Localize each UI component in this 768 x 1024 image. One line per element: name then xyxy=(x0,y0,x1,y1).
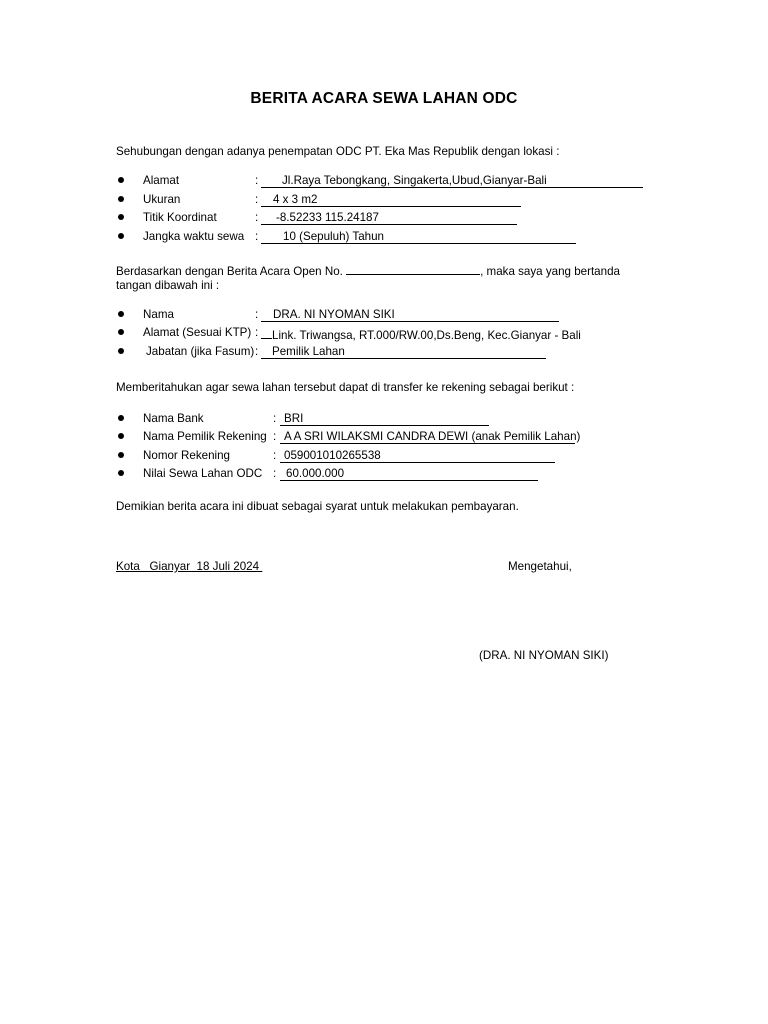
open-number-blank xyxy=(346,263,480,275)
basis-paragraph: Berdasarkan dengan Berita Acara Open No. , maka saya yang bertanda tangan dibawah ini : xyxy=(116,265,620,292)
field-value: Pemilik Lahan xyxy=(261,345,546,359)
bullet-icon xyxy=(118,452,124,458)
bullet-icon xyxy=(118,177,124,183)
field-label: Titik Koordinat xyxy=(143,211,217,224)
field-value: 4 x 3 m2 xyxy=(261,193,521,207)
bullet-icon xyxy=(118,214,124,220)
field-value: Jl.Raya Tebongkang, Singakerta,Ubud,Gianyar-Bali xyxy=(261,174,643,188)
bullet-icon xyxy=(118,196,124,202)
field-value: 059001010265538 xyxy=(280,449,555,463)
field-value: DRA. NI NYOMAN SIKI xyxy=(261,308,559,322)
field-label: Nilai Sewa Lahan ODC xyxy=(143,467,263,480)
field-label: Alamat (Sesuai KTP) xyxy=(143,326,252,339)
bullet-icon xyxy=(118,311,124,317)
document-page: BERITA ACARA SEWA LAHAN ODC Sehubungan dengan adanya penempatan ODC PT. Eka Mas Republik dengan lokasi : Alamat : Jl.Raya Tebongkang, Singakerta,Ubud,Gianyar-Bali Ukuran : 4 x 3 m2 Titik Koordinat : -8.52233 115.24187 Jangka waktu sewa : 10 (Sepuluh) Tahun Berdasarkan dengan Berita Acara Open No. , maka saya yang bertanda tangan dibawah ini : Nama : DRA. NI NYOMAN SIKI Alamat (Sesuai KTP) : Link. Triwangsa, RT.000/RW.00,Ds.Beng, Kec.Gianyar - Bali Jabatan (jika Fasum) : Pemilik Lahan Memberitahukan agar sewa lahan tersebut dapat di transfer ke rekening sebagai berikut : Nama Bank : BRI Nama Pemilik Rekening : A A SRI WILAKSMI CANDRA DEWI (anak Pemilik Lahan) Nomor Rekening : 059001010265538 Nilai Sewa Lahan ODC : 60.000.000 Demikian berita acara ini dibuat sebagai syarat untuk melakukan pembayaran. Kota Gianyar 18 Juli 2024 Mengetahui, (DRA. NI NYOMAN SIKI) xyxy=(0,0,768,1024)
field-label: Nomor Rekening xyxy=(143,449,230,462)
intro-paragraph: Sehubungan dengan adanya penempatan ODC PT. Eka Mas Republik dengan lokasi : xyxy=(116,145,560,158)
document-title: BERITA ACARA SEWA LAHAN ODC xyxy=(250,90,518,107)
field-label: Alamat xyxy=(143,174,180,187)
field-value: BRI xyxy=(280,412,489,426)
field-value: Link. Triwangsa, RT.000/RW.00,Ds.Beng, Kec.Gianyar - Bali xyxy=(261,326,581,342)
city-date: Kota Gianyar 18 Juli 2024 xyxy=(116,560,263,573)
field-label: Jangka waktu sewa xyxy=(143,230,245,243)
signatory-name: (DRA. NI NYOMAN SIKI) xyxy=(479,649,609,662)
bullet-icon xyxy=(118,470,124,476)
field-label: Nama Bank xyxy=(143,412,204,425)
field-value: 10 (Sepuluh) Tahun xyxy=(261,230,576,244)
bullet-icon xyxy=(118,348,124,354)
field-value: A A SRI WILAKSMI CANDRA DEWI (anak Pemilik Lahan) xyxy=(280,430,575,444)
bullet-icon xyxy=(118,415,124,421)
field-label: Jabatan (jika Fasum) xyxy=(146,345,255,358)
field-label: Ukuran xyxy=(143,193,181,206)
transfer-paragraph: Memberitahukan agar sewa lahan tersebut dapat di transfer ke rekening sebagai berikut : xyxy=(116,381,575,394)
acknowledged-label: Mengetahui, xyxy=(508,560,572,573)
bullet-icon xyxy=(118,329,124,335)
field-value: 60.000.000 xyxy=(280,467,538,481)
closing-paragraph: Demikian berita acara ini dibuat sebagai syarat untuk melakukan pembayaran. xyxy=(116,500,519,513)
bullet-icon xyxy=(118,433,124,439)
field-label: Nama Pemilik Rekening xyxy=(143,430,267,443)
bullet-icon xyxy=(118,233,124,239)
field-value: -8.52233 115.24187 xyxy=(261,211,517,225)
field-label: Nama xyxy=(143,308,174,321)
